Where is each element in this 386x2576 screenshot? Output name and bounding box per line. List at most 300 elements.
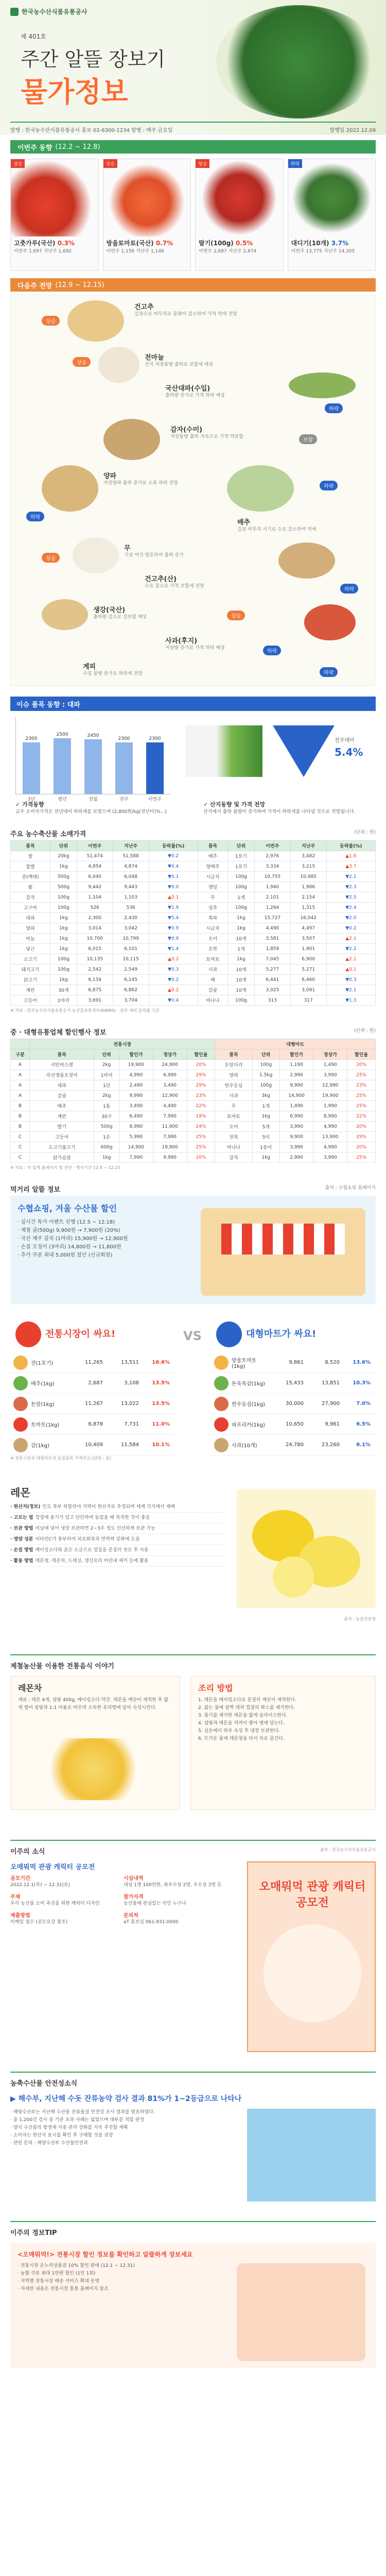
news-detail [10,1861,237,1926]
product-icon [214,1397,229,1411]
rate-value: 5.4% [335,746,363,758]
table-cell: 1,490 [313,1060,347,1070]
compare-name: 토마토(1kg) [31,1422,60,1428]
table-cell: 4,490 [254,923,290,934]
chart-data-label: 2300 [25,736,38,742]
table-cell: ▼0.0 [149,882,198,892]
compare-name: 파프리카(1kg) [232,1422,265,1428]
status-badge: 상승 [11,159,25,168]
table-cell: 14,900 [279,1091,313,1101]
rate-label: 전주대비 [335,738,355,743]
table-cell: 한우등심 [215,1080,252,1091]
table-cell: 배 [198,975,227,985]
table-cell: 10,799 [113,934,149,944]
down-arrow-icon [273,725,335,777]
table-cell: 100g [50,892,77,903]
table-cell: 2,990 [279,1153,313,1163]
table-cell: 사과 [198,964,227,975]
compare-pct: 6.5% [356,1421,371,1427]
lemon-title: 레몬 [10,1486,30,1499]
issue-visual [185,715,376,803]
compare-row [10,1352,175,1373]
table-cell: ▲2.1 [326,954,375,964]
outlook-item: 무 기상 여건 양호하여 출하 증가 [124,545,184,558]
product-name: 딸기(100g) 0.5% [199,240,253,247]
table-cell: 2,101 [254,892,290,903]
table-row [11,923,376,934]
table-cell: ▼2.5 [326,892,375,903]
outlook-item: 양파 저장양파 출하 증가로 소폭 하락 전망 [103,472,178,486]
table-cell: 대파 [11,913,50,923]
cart-icon [216,1321,242,1347]
outlook-date: (12.9 ~ 12.15) [55,281,104,289]
table-cell: ▼0.2 [149,851,198,861]
table-cell: ▼0.1 [149,872,198,882]
table-cell: 토마토 [215,1111,252,1122]
compare-name: 방울토마토(1kg) [232,1358,257,1369]
table-cell: C [11,1142,30,1153]
table-cell: 9,442 [77,882,113,892]
table-cell: 시금치 [198,923,227,934]
weekly-trend-label: 이번주 동향 [17,144,52,152]
step-item: 2. 끓는 물에 살짝 데쳐 껍질의 왁스를 제거한다. [198,1705,295,1710]
chart-data-label: 2500 [56,732,68,737]
news-block: 제출방법 이메일 접수 (공모요강 참조) [10,1913,68,1925]
news-block: 주제 우리 농산물 소비 촉진을 위한 캐릭터 디자인 [10,1894,100,1906]
table-cell: 5미 [252,1132,279,1142]
table-cell: 500g [50,872,77,882]
compare-pct: 10.1% [152,1442,170,1448]
table-cell: 7,990 [119,1153,153,1163]
table-row [11,944,376,954]
price-card[interactable] [288,159,376,271]
lemon-info [10,1502,226,1567]
news-title: 이주의 소식 [10,1848,45,1856]
tip-box [10,1196,376,1304]
price-trend-note: ✓ 가격동향 금주 소비자가격은 전년대비 하락세를 보였으며 (2,800원/kg(전년비)%...) [15,801,167,815]
info-tip-section [10,2221,376,2376]
org-logo-icon [10,8,19,16]
table-cell: 19% [187,1111,215,1122]
table-cell: 526 [77,903,113,913]
product-name: 대디기(10개) 3.7% [291,240,349,247]
product-name: 고춧가루(국산) 0.3% [14,240,75,247]
issue-title: 이슈 품목 동향 : 대파 [10,697,376,711]
header-meta [10,122,376,133]
compare-row [211,1414,376,1435]
step-item: 1. 레몬을 베이킹소다로 문질러 깨끗이 세척한다. [198,1698,296,1703]
news-source: 출처 : 한국농수산식품유통공사 [320,1848,376,1852]
table-cell: 100g [228,995,255,1006]
table-cell: 10개 [228,934,255,944]
steps-title: 조리 방법 [198,1683,233,1693]
compare-v1: 24,780 [286,1442,304,1448]
table-cell: 3,581 [254,934,290,944]
table-cell: 12,990 [313,1080,347,1091]
column-header: 지난주 [113,841,149,851]
table-cell: 29% [187,1080,215,1091]
table-cell: 1,940 [254,882,290,892]
org-logo[interactable] [10,7,87,16]
recipe-section-title: 제철농산물 이용한 전통음식 이야기 [10,1663,114,1670]
table-cell: 7,045 [254,954,290,964]
product-icon [13,1397,28,1411]
compare-name: 전(1포기) [31,1361,54,1366]
table-cell: 2,300 [77,913,113,923]
table-cell: 4,990 [119,1070,153,1080]
chart-tick-label: 이번주 [148,797,162,802]
compare-v2: 13,511 [121,1360,139,1365]
column-header: 단위 [50,841,77,851]
table-cell: 4,490 [153,1101,187,1111]
table-cell: 100g [252,1080,279,1091]
table-cell: 30개 [50,985,77,995]
table-cell: 3,014 [77,923,113,934]
table-cell: 3,507 [290,934,326,944]
item-image [227,465,294,512]
direction-pill: 하락 [320,667,338,677]
item-image [289,372,356,398]
compare-v2: 27,900 [322,1401,340,1406]
table-row [11,954,376,964]
list-item: · 국산 제주 갈치 (1마리) 15,900원 → 12,900원 [17,1236,128,1242]
table-cell: 1,901 [290,944,326,954]
table-cell: 3,990 [279,1142,313,1153]
table-cell: 3,990 [279,1122,313,1132]
item-image [42,465,98,512]
table-cell: 1,990 [313,1101,347,1111]
direction-pill: 상승 [73,357,91,367]
table-cell: 2,430 [113,913,149,923]
column-header: 지난주 [290,841,326,851]
item-image [98,347,139,383]
outlook-item: 국산대파(수입) 출하량 증가로 가격 하락 예상 [165,385,225,398]
table-cell: 1송이 [252,1142,279,1153]
list-item: · 실시간 특가 이벤트 진행 (12.5 ~ 12.18) [17,1219,115,1225]
table-cell: 3,490 [119,1101,153,1111]
direction-pill: 상승 [42,553,60,563]
table-cell: 1개 [228,944,255,954]
news-headline: 오매뭐먹 관광 캐릭터 공모전 [10,1863,95,1871]
weekly-trend-date: (12.2 ~ 12.8) [55,143,100,151]
item-image [278,543,335,579]
table-cell: ▼2.2 [326,944,375,954]
table-cell: 1포기 [228,861,255,872]
market-illustration [201,1208,365,1296]
product-icon [13,1376,28,1391]
table-cell: 상추 [198,903,227,913]
issue-section [10,697,376,815]
table-cell: B [11,1111,30,1122]
safety-line: · 해양수산부는 지난해 수산물 잔류물질 안전성 조사 결과를 발표하였다. [10,2110,155,2115]
table-cell: 25% [347,1091,376,1101]
safety-title: 농축수산물 안전성소식 [10,2080,78,2088]
table-cell: 돼지고기 [11,964,50,975]
compare-v2: 3,108 [124,1380,139,1386]
table-row [11,892,376,903]
info-tip-text: · 전통시장 온누리상품권 10% 할인 판매 (12.1 ~ 12.31) · 농할 쿠폰 최대 1만원 할인 (1인 1회) · 지역별 전통시장 배송 서비스 확대 운영 · 자세한 내용은 전통시장 통통 홈페이지 참조 [17,2263,135,2292]
table-cell: 9,900 [279,1132,313,1142]
compare-row [10,1394,175,1414]
table-cell: 배추 [30,1101,94,1111]
news-section [10,1840,376,2061]
retail-price-title: 주요 농수축산물 소매가격 (단위 : 원) [10,830,376,838]
compare-pct: 11.0% [152,1421,170,1427]
product-icon [13,1355,28,1370]
table-cell: 5,990 [119,1132,153,1142]
price-card[interactable] [10,159,99,271]
table-cell: 1,315 [290,903,326,913]
table-cell: 2,990 [279,1070,313,1080]
table-cell: 7,990 [153,1132,187,1142]
safety-lines [10,2109,237,2147]
table-cell: 2,542 [77,964,113,975]
table-cell: 9,443 [113,882,149,892]
table-cell: B [11,1101,30,1111]
direction-pill: 하락 [26,512,44,521]
item-image [73,537,119,573]
chart-bar [23,742,40,794]
price-card[interactable] [103,159,191,271]
newsletter-subtitle: 주간 알뜰 장보기 [21,48,166,71]
table-cell: 3,990 [313,1153,347,1163]
table-cell: 10,115 [113,954,149,964]
table-row [11,995,376,1006]
table-cell: 2,154 [290,892,326,903]
compare-pct: 7.0% [356,1401,371,1406]
table-cell: ▼0.2 [149,975,198,985]
table-row [11,934,376,944]
table-cell: ▲0.2 [149,954,198,964]
table-cell: A [11,1091,30,1101]
table-cell: 12,900 [153,1091,187,1101]
table-cell: 20% [187,1153,215,1163]
table-row [11,1153,376,1163]
table-cell: 6,134 [77,975,113,985]
tip-section-title: 먹거리 알뜰 정보 출처 : 수협쇼핑 홈페이지 [10,1185,376,1194]
column-header: 할인율 [347,1049,376,1060]
table-row [11,975,376,985]
table-cell: ▼0.9 [149,934,198,944]
publish-date: 발행일 2022.12.09 [329,128,376,133]
product-price-info: 이번주 13,775 지난주 14,305 [291,249,355,254]
table-cell: 100g [228,872,255,882]
status-badge: 상승 [103,159,117,168]
table-row [11,964,376,975]
table-cell: 29% [347,1132,376,1142]
price-card[interactable] [195,159,284,271]
table-note: ※ 자료 : 각 업체 홈페이지 및 전단 · 행사기간 12.9 ~ 12.15 [10,1165,120,1170]
table-cell: 25% [187,1142,215,1153]
direction-pill: 보합 [299,434,317,444]
column-header: 등락률(%) [326,841,375,851]
table-cell: 국산생물오징어 [30,1070,94,1080]
item-image [103,419,160,460]
direction-pill: 하락 [263,646,281,655]
table-cell: 51,588 [113,851,149,861]
item-image [42,599,88,630]
table-cell: 19,900 [153,1142,187,1153]
product-photo [103,159,191,236]
column-header: 품목 [30,1049,94,1060]
table-cell: ▼2.4 [326,903,375,913]
table-cell: ▼1.9 [149,903,198,913]
chart-tick-label: 전주 [119,797,129,802]
lemon-info-row: · 활용 방법 레몬청, 레몬차, 드레싱, 생선요리 비린내 제거 등에 활용 [10,1556,226,1567]
column-header: 단위 [94,1049,119,1060]
publisher-info: 발행 : 한국농수산식품유통공사 홍보 02-6300-1234 발행 : 매주 금요일 [10,128,173,133]
compare-v2: 8,520 [325,1360,340,1365]
table-cell: 20kg [50,851,77,861]
table-cell: 계란 [11,985,50,995]
table-cell: 6,990 [153,1070,187,1080]
chart-bar [146,742,164,794]
table-cell: 29% [187,1070,215,1080]
product-price-info: 이번주 1,697 지난주 1,692 [14,249,72,254]
column-header: 단위 [228,841,255,851]
table-cell: ▲0.2 [149,985,198,995]
table-cell: 10,135 [77,954,113,964]
table-cell: 24,900 [153,1060,187,1070]
column-header: 이번주 [254,841,290,851]
table-cell: ▼2.1 [326,872,375,882]
fishery-photo [247,2109,376,2201]
table-cell: 마늘 [11,934,50,944]
recipe-name: 레몬차 [18,1683,42,1693]
table-cell: 1kg [50,861,77,872]
outlook-item: 전마늘 산지 저장물량 출하로 보합세 예상 [145,354,214,367]
mart-title: 대형마트가 싸요! [246,1329,317,1340]
table-row [11,1070,376,1080]
contest-poster[interactable] [247,1861,376,2052]
recipe-intro [10,1676,180,1810]
table-cell: 쪽파 [198,913,227,923]
table-cell: 1kg [50,913,77,923]
chart-tick-label: 평년 [58,797,67,802]
lemon-info-row: · 보관 방법 비닐에 넣어 냉장 보관하면 2~3주 정도 신선하게 보관 가능 [10,1523,226,1534]
column-header: 할인율 [187,1049,215,1060]
product-name: 방울토마토(국산) 0.7% [106,240,173,247]
table-cell: 3,704 [113,995,149,1006]
news-block: 시상내역 대상 1명 100만원, 최우수상 2명, 우수상 3명 등 [124,1876,222,1888]
table-cell: 6,900 [290,954,326,964]
table-cell: 1kg [228,923,255,934]
table-cell: 10개 [228,975,255,985]
table-cell: 100g [50,903,77,913]
compare-v1: 10,409 [85,1442,103,1448]
table-cell: ▼0.3 [326,975,375,985]
product-icon [13,1438,28,1452]
table-cell: 600g [94,1142,119,1153]
column-header: 이번주 [77,841,113,851]
table-cell: ▲0.1 [326,964,375,975]
table-cell: 감자 [11,892,50,903]
discount-title: 중 · 대형유통업체 할인행사 정보 (단위 : 원) [10,1028,376,1037]
header [0,0,386,135]
product-icon [214,1355,229,1370]
mart-cheaper [211,1314,376,1459]
outlook-item: 감자(수미) 저장물량 출하 지속으로 가격 약보합 [170,426,243,439]
table-cell: 23% [187,1091,215,1101]
vs-label: VS [183,1329,202,1343]
retail-price-table [10,840,376,1006]
product-icon [214,1438,229,1452]
outlook-item: 배추 김장 마무리 시기로 수요 감소하여 약세 [237,519,317,532]
table-cell: 4,874 [113,861,149,872]
table-cell: 대파 [30,1080,94,1091]
direction-pill: 하락 [340,584,358,594]
table-cell: 1,284 [254,903,290,913]
table-cell: 23% [347,1080,376,1091]
news-block: 공모기간 2022.12.1(목) ~ 12.31(토) [10,1876,71,1888]
table-cell: 13,900 [313,1132,347,1142]
table-cell: 2kg [94,1060,119,1070]
table-cell: 11,900 [153,1122,187,1132]
table-cell: 전복 [215,1132,252,1142]
table-cell: 무 [198,892,227,903]
column-header: 단위 [252,1049,279,1060]
table-cell: 닭가슴살 [30,1153,94,1163]
table-row [11,1101,376,1111]
compare-pct: 10.3% [353,1380,371,1386]
table-cell: 25% [347,1070,376,1080]
compare-v2: 23,260 [322,1442,340,1448]
lemon-info-row: · 영양 성분 비타민C가 풍부하여 피로회복과 면역력 강화에 도움 [10,1534,226,1545]
step-item: 3. 물기를 제거한 레몬을 얇게 슬라이스한다. [198,1713,288,1718]
table-cell: ▼0.4 [149,995,198,1006]
list-item: · 손질 오징어 (3마리) 14,800원 → 11,800원 [17,1244,121,1250]
table-cell: C [11,1153,30,1163]
table-cell: 양파 [11,923,50,934]
table-cell: 6,015 [77,944,113,954]
table-cell: 6,862 [113,985,149,995]
table-row [11,851,376,861]
table-cell: 1.5kg [252,1070,279,1080]
table-cell: 22% [347,1111,376,1122]
outlook-item: 생강(국산) 출하량 감소로 강보합 예상 [93,606,147,620]
table-cell: 10개 [228,985,255,995]
poster-title: 오매뭐먹 관광 캐릭터 공모전 [259,1880,366,1909]
table-cell: 감귤 [30,1091,94,1101]
table-cell: 3kg [252,1091,279,1101]
table-cell: 4,990 [313,1122,347,1132]
table-cell: 500g [94,1122,119,1132]
column-header: 구분 [11,1049,30,1060]
compare-note: ※ 전통시장과 대형마트의 동일품목 가격비교 (단위 : 원) [10,1456,111,1461]
compare-row [211,1352,376,1373]
direction-pill: 하락 [325,403,343,413]
compare-v1: 9,861 [289,1360,304,1365]
table-cell: A [11,1080,30,1091]
column-header: 할인가 [279,1049,313,1060]
table-row [11,1122,376,1132]
safety-line: · 관련 문의 : 해양수산부 수산물안전과 [10,2141,88,2146]
step-item: 5. 실온에서 하루 숙성 후 냉장 보관한다. [198,1728,280,1734]
outlook-label: 다음주 전망 [17,282,52,290]
table-cell: 6,145 [113,975,149,985]
table-row [11,1091,376,1101]
table-cell: 6,441 [254,975,290,985]
table-cell: 22% [187,1101,215,1111]
table-row [11,1060,376,1070]
compare-v1: 30,000 [286,1401,304,1406]
compare-row [10,1414,175,1435]
table-cell: ▼2.3 [326,882,375,892]
product-price-info: 이번주 2,687 지난주 2,674 [199,249,257,254]
table-cell: 깻잎 [198,882,227,892]
info-tip-title: 이주의 정보TIP [10,2229,57,2237]
product-photo [288,159,376,236]
